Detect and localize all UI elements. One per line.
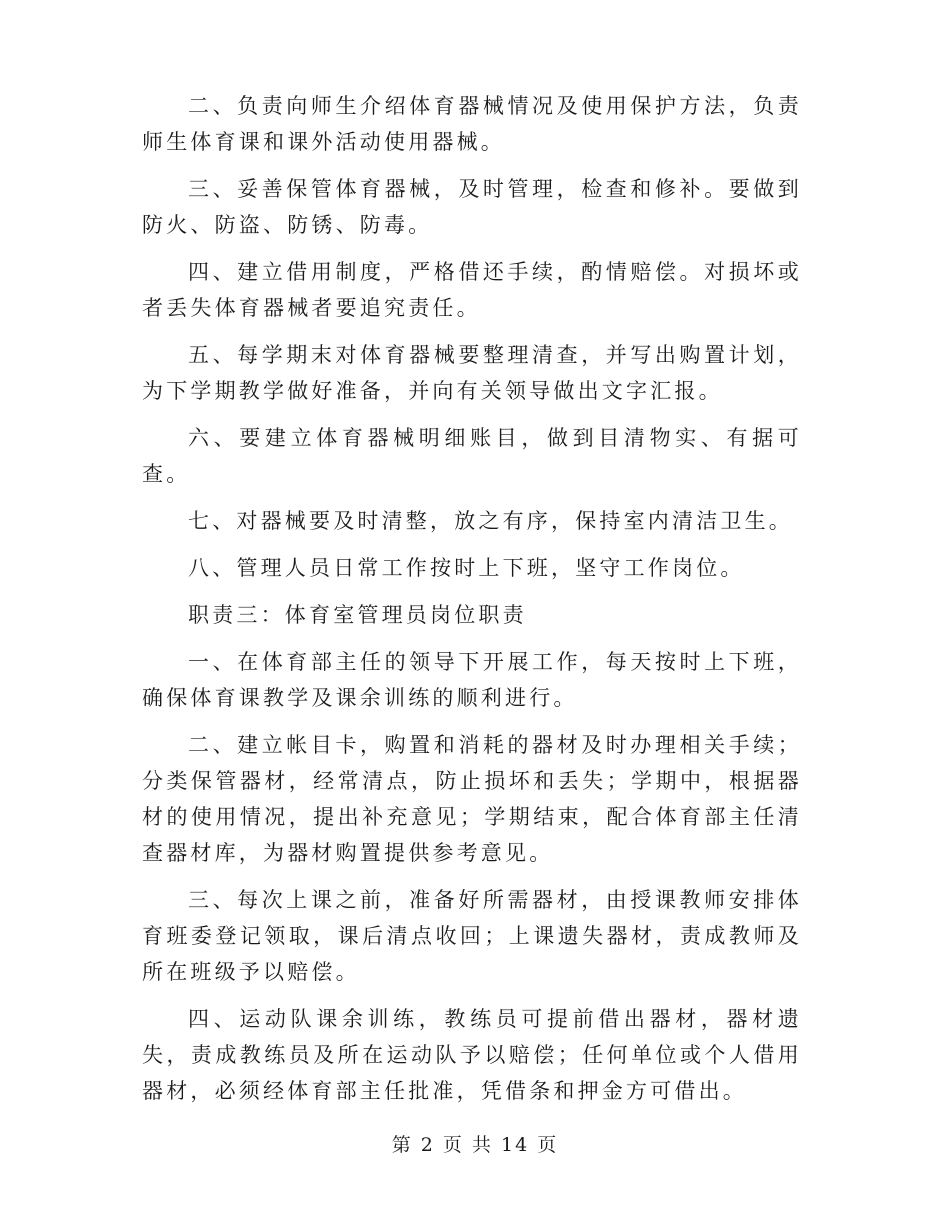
paragraph: 四、运动队课余训练，教练员可提前借出器材，器材遗失，责成教练员及所在运动队予以赔偿；任何单位或个人借用器材，必须经体育部主任批准，凭借条和押金方可借出。 <box>142 1007 802 1103</box>
paragraph: 八、管理人员日常工作按时上下班，坚守工作岗位。 <box>188 556 745 580</box>
paragraph: 三、妥善保管体育器械，及时管理，检查和修补。要做到防火、防盗、防锈、防毒。 <box>142 177 802 237</box>
paragraph: 二、建立帐目卡，购置和消耗的器材及时办理相关手续；分类保管器材，经常清点，防止损坏和丢失；学期中，根据器材的使用情况，提出补充意见；学期结束，配合体育部主任清查器材库，为器材购置提供参考意见。 <box>142 733 802 865</box>
page-footer: 第 2 页 共 14 页 <box>391 1134 559 1156</box>
paragraph: 一、在体育部主任的领导下开展工作，每天按时上下班，确保体育课教学及课余训练的顺利进行。 <box>142 650 802 710</box>
document-body <box>142 88 802 1120</box>
paragraph: 二、负责向师生介绍体育器械情况及使用保护方法，负责师生体育课和课外活动使用器械。 <box>142 94 802 154</box>
paragraph: 四、建立借用制度，严格借还手续，酌情赔偿。对损坏或者丢失体育器械者要追究责任。 <box>142 260 802 320</box>
paragraph: 七、对器械要及时清整，放之有序，保持室内清洁卫生。 <box>188 509 793 533</box>
paragraph: 三、每次上课之前，准备好所需器材，由授课教师安排体育班委登记领取，课后清点收回；上课遗失器材，责成教师及所在班级予以赔偿。 <box>142 888 802 984</box>
section-heading: 职责三：体育室管理员岗位职责 <box>188 603 527 627</box>
paragraph: 六、要建立体育器械明细账目，做到目清物实、有据可查。 <box>142 426 802 486</box>
paragraph: 五、每学期末对体育器械要整理清查，并写出购置计划，为下学期教学做好准备，并向有关领导做出文字汇报。 <box>142 343 802 403</box>
